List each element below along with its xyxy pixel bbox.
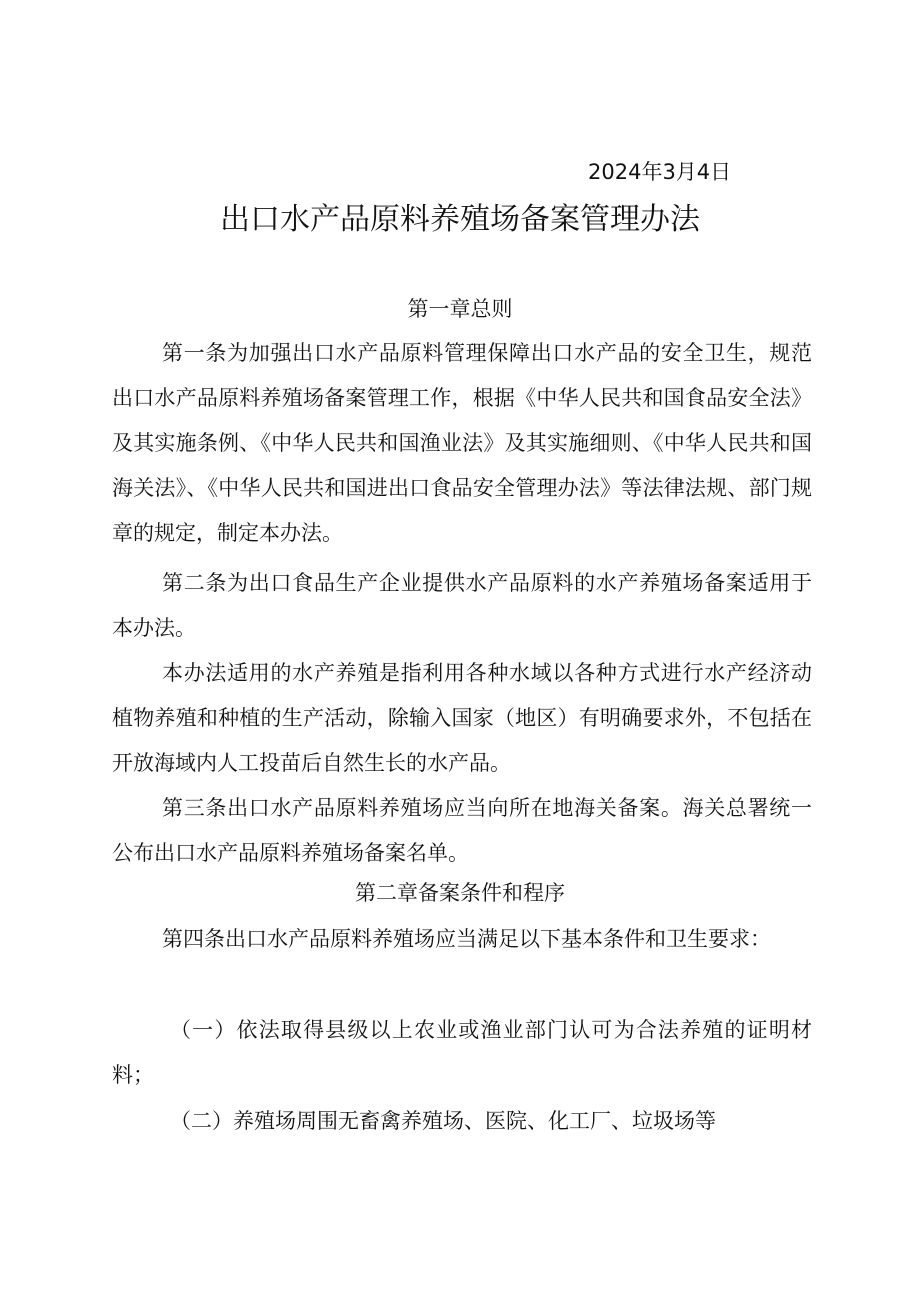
list-item: （二）养殖场周围无畜禽养殖场、医院、化工厂、垃圾场等 bbox=[170, 1109, 716, 1133]
article-paragraph: 本办法适用的水产养殖是指利用各种水域以各种方式进行水产经济动植物养殖和种植的生产活动，除输入国家（地区）有明确要求外，不包括在开放海域内人工投苗后自然生长的水产品。 bbox=[112, 661, 812, 775]
list-item: （一）依法取得县级以上农业或渔业部门认可为合法养殖的证明材料； bbox=[112, 1018, 812, 1087]
chapter-heading: 第二章备案条件和程序 bbox=[355, 881, 565, 905]
chapter-heading: 第一章总则 bbox=[407, 297, 513, 321]
document-title: 出口水产品原料养殖场备案管理办法 bbox=[220, 202, 700, 237]
article-paragraph: 第四条出口水产品原料养殖场应当满足以下基本条件和卫生要求： bbox=[162, 927, 771, 951]
article-paragraph: 第三条出口水产品原料养殖场应当向所在地海关备案。海关总署统一公布出口水产品原料养殖场备案名单。 bbox=[112, 796, 812, 865]
document-date: 2024年3月4日 bbox=[588, 160, 732, 184]
article-paragraph: 第二条为出口食品生产企业提供水产品原料的水产养殖场备案适用于本办法。 bbox=[112, 571, 812, 640]
article-paragraph: 第一条为加强出口水产品原料管理保障出口水产品的安全卫生，规范出口水产品原料养殖场备案管理工作，根据《中华人民共和国食品安全法》及其实施条例、《中华人民共和国渔业法》及其实施细则、《中华人民共和国海关法》、《中华人民共和国进出口食品安全管理办法》等法律法规、部门规章的规定，制定本办法。 bbox=[112, 341, 812, 545]
